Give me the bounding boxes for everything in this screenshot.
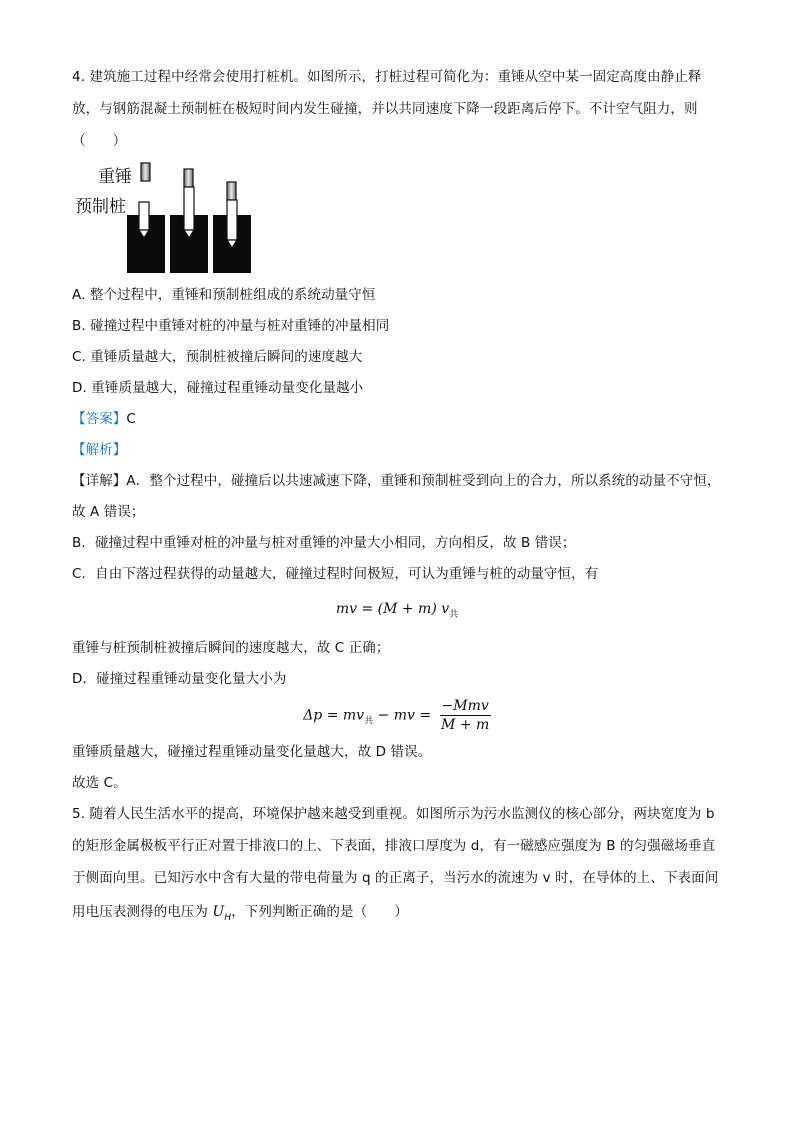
q4-stem-line-2: 放，与钢筋混凝土预制桩在极短时间内发生碰撞，并以共同速度下降一段距离后停下。不计空气阻力，则 [72,101,698,117]
q4-answer [72,409,136,429]
q4-conclusion: 故选 C。 [72,775,127,791]
hammer-3 [227,182,236,200]
fraction: $\frac{\text{−Mmv}}{M + m}$ [441,698,490,733]
q4-option-a: A. 整个过程中，重锤和预制桩组成的系统动量守恒 [72,287,376,303]
q5-stem-line-1: 5. 随着人民生活水平的提高，环境保护越来越受到重视。如图所示为污水监测仪的核心部分，两块宽度为 b [72,806,715,822]
q4-stem-line-3: （ ） [72,133,127,149]
q4-option-c: C. 重锤质量越大，预制桩被撞后瞬间的速度越大 [72,349,363,365]
pile-stem-3 [227,200,237,240]
q4-detail-a-line-1 [72,471,722,491]
q4-stem-line-1: 4. 建筑施工过程中经常会使用打桩机。如图所示，打桩过程可简化为：重锤从空中某一固定高度由静止释 [72,69,702,85]
q5-stem-line-3: 于侧面向里。已知污水中含有大量的带电荷量为 q 的正离子，当污水的流速为 v 时，在导体的上、下表面间 [72,870,719,886]
q4-detail-b: B．碰撞过程中重锤对桩的冲量与桩对重锤的冲量大小相同，方向相反，故 B 错误； [72,535,576,551]
pile-stem-1 [139,202,149,230]
analysis-tag: 【解析】 [72,442,127,458]
detail-a-text: A．整个过程中，碰撞后以共速减速下降，重锤和预制桩受到向上的合力，所以系统的动量不守恒， [126,473,721,489]
q4-option-b: B. 碰撞过程中重锤对桩的冲量与桩对重锤的冲量相同 [72,318,390,334]
detail-tag: 【详解】 [72,473,127,489]
q5-stem-line-4: 用电压表测得的电压为 $U_H$，下列判断正确的是（ ） [72,904,408,923]
q4-detail-c-line-1: C．自由下落过程获得的动量越大，碰撞过程时间极短，可认为重锤与桩的动量守恒，有 [72,566,599,582]
pile-driving-diagram [72,156,262,276]
voltage-symbol: $U_H$ [212,904,232,923]
formula-momentum-change: $\Delta p = mv_共$ − mv = $\frac{\text{−Mmv}}{M + m}$ [303,698,490,733]
q4-figure [72,156,262,276]
q4-detail-d-line-1: D．碰撞过程重锤动量变化量大小为 [72,671,287,687]
formula-momentum-conservation: mv = (M + m) $v_共$ [335,601,459,620]
q5-stem-line-2: 的矩形金属极板平行正对置于排液口的上、下表面，排液口厚度为 d，有一磁感应强度为 B 的匀强磁场垂直 [72,838,716,854]
q4-option-d: D. 重锤质量越大，碰撞过程重锤动量变化量越小 [72,380,364,396]
q4-detail-a-line-2: 故 A 错误； [72,504,145,520]
q4-analysis-tag [72,440,126,460]
hammer-2 [184,169,193,187]
q4-detail-d-line-2: 重锤质量越大，碰撞过程重锤动量变化量越大，故 D 错误。 [72,744,432,760]
label-hammer: 重锤 [98,167,132,187]
answer-tag: 【答案】 [72,411,127,427]
answer-value: C [126,411,136,427]
hammer-1 [141,163,150,181]
pile-stem-2 [184,187,194,230]
q4-detail-c-line-2: 重锤与桩预制桩被撞后瞬间的速度越大，故 C 正确； [72,640,390,656]
label-pile: 预制桩 [75,197,126,217]
